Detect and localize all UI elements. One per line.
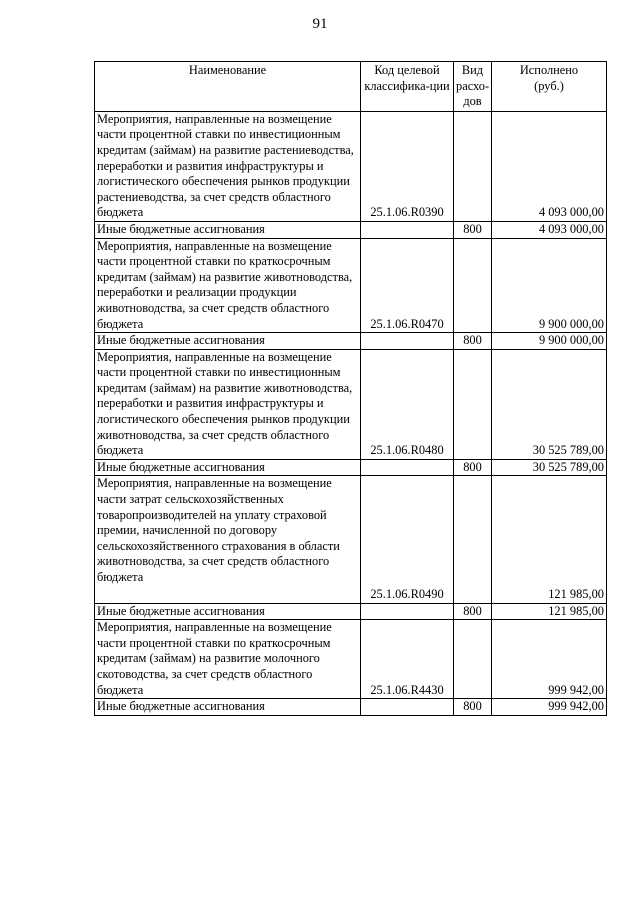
row-type: 800 bbox=[454, 333, 492, 350]
table-row bbox=[95, 699, 607, 716]
row-amount: 121 985,00 bbox=[492, 603, 607, 620]
table-row bbox=[95, 111, 607, 221]
header-row bbox=[95, 62, 607, 112]
row-type bbox=[454, 620, 492, 699]
row-code: 25.1.06.R0390 bbox=[361, 111, 454, 221]
row-name: Иные бюджетные ассигнования bbox=[95, 699, 361, 716]
row-name: Иные бюджетные ассигнования bbox=[95, 603, 361, 620]
table-body bbox=[95, 111, 607, 715]
row-code: 25.1.06.R0490 bbox=[361, 476, 454, 603]
row-name: Иные бюджетные ассигнования bbox=[95, 459, 361, 476]
row-amount: 30 525 789,00 bbox=[492, 349, 607, 459]
row-type bbox=[454, 476, 492, 603]
table-row bbox=[95, 603, 607, 620]
table-row bbox=[95, 221, 607, 238]
row-amount: 4 093 000,00 bbox=[492, 221, 607, 238]
row-name: Иные бюджетные ассигнования bbox=[95, 333, 361, 350]
row-name: Мероприятия, направленные на возмещение части затрат сельскохозяйственных товаропроизводителей на уплату страховой премии, начисленной по договору сельскохозяйственного страхования в области животноводства, за счет средств областного бюджета bbox=[95, 476, 361, 603]
table-row bbox=[95, 238, 607, 333]
row-code bbox=[361, 699, 454, 716]
row-type bbox=[454, 238, 492, 333]
header-amount: Исполнено (руб.) bbox=[492, 62, 607, 112]
table-row bbox=[95, 349, 607, 459]
row-code: 25.1.06.R0480 bbox=[361, 349, 454, 459]
row-code: 25.1.06.R0470 bbox=[361, 238, 454, 333]
row-code: 25.1.06.R4430 bbox=[361, 620, 454, 699]
row-type: 800 bbox=[454, 699, 492, 716]
row-type: 800 bbox=[454, 603, 492, 620]
row-code bbox=[361, 221, 454, 238]
page-number: 91 bbox=[312, 16, 328, 32]
table-row bbox=[95, 620, 607, 699]
row-type: 800 bbox=[454, 221, 492, 238]
row-code bbox=[361, 333, 454, 350]
header-code: Код целевой классифика-ции bbox=[361, 62, 454, 112]
row-amount: 4 093 000,00 bbox=[492, 111, 607, 221]
budget-table bbox=[94, 61, 607, 716]
header-name: Наименование bbox=[95, 62, 361, 112]
table-row bbox=[95, 476, 607, 603]
row-amount: 121 985,00 bbox=[492, 476, 607, 603]
row-amount: 9 900 000,00 bbox=[492, 333, 607, 350]
row-name: Мероприятия, направленные на возмещение части процентной ставки по краткосрочным кредитам (займам) на развитие животноводства, переработки и реализации продукции животноводства, за счет средств областного бюджета bbox=[95, 238, 361, 333]
table-header bbox=[95, 62, 607, 112]
row-code bbox=[361, 603, 454, 620]
row-name: Мероприятия, направленные на возмещение части процентной ставки по инвестиционным кредитам (займам) на развитие животноводства, переработки и развития инфраструктуры и логистического обеспечения рынков продукции животноводства, за счет средств областного бюджета bbox=[95, 349, 361, 459]
row-name: Мероприятия, направленные на возмещение части процентной ставки по краткосрочным кредитам (займам) на развитие молочного скотоводства, за счет средств областного бюджета bbox=[95, 620, 361, 699]
row-amount: 30 525 789,00 bbox=[492, 459, 607, 476]
header-type: Вид расхо-дов bbox=[454, 62, 492, 112]
table-row bbox=[95, 459, 607, 476]
row-amount: 9 900 000,00 bbox=[492, 238, 607, 333]
row-amount: 999 942,00 bbox=[492, 620, 607, 699]
row-name: Иные бюджетные ассигнования bbox=[95, 221, 361, 238]
table-row bbox=[95, 333, 607, 350]
row-type bbox=[454, 349, 492, 459]
row-code bbox=[361, 459, 454, 476]
row-type: 800 bbox=[454, 459, 492, 476]
row-name: Мероприятия, направленные на возмещение части процентной ставки по инвестиционным кредитам (займам) на развитие растениеводства, переработки и развития инфраструктуры и логистического обеспечения рынков продукции растениеводства, за счет средств областного бюджета bbox=[95, 111, 361, 221]
row-amount: 999 942,00 bbox=[492, 699, 607, 716]
row-type bbox=[454, 111, 492, 221]
